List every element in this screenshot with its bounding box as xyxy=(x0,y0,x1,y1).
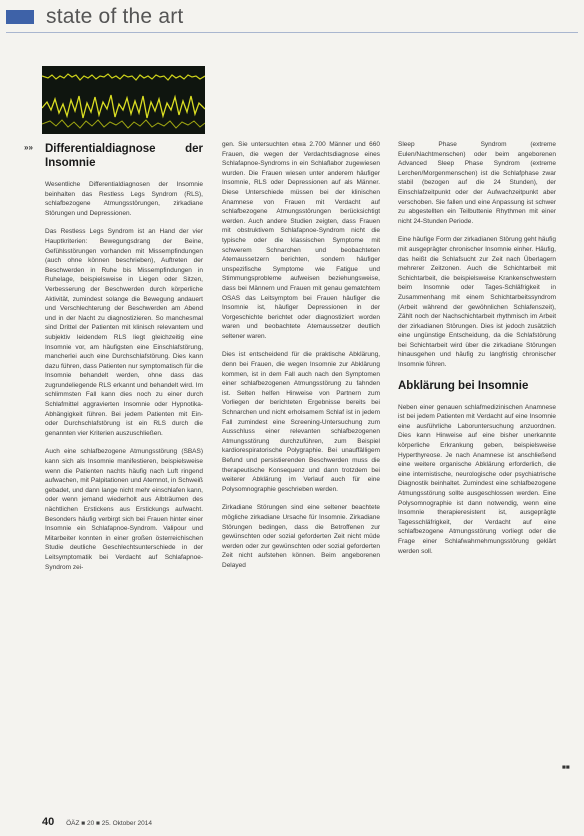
paragraph: Zirkadiane Störungen sind eine seltener beachtete mögliche zirkadiane Ursache für Insomnie. Zirkadiane Störungen bedingen, dass die Betroffenen zur gewünschten oder sozial geforderten Zeit nicht müde werden oder zur gewünschten oder sozial geforderten Zeit nicht aufstehen können. Beim angeborenen Delayed xyxy=(222,504,380,569)
text-column-2 xyxy=(222,140,380,820)
article-start-marker: »» xyxy=(24,143,33,152)
header-rule xyxy=(6,32,578,33)
paragraph: Dies ist entscheidend für die praktische Abklärung, denn bei Frauen, die wegen Insomnie zur Abklärung kommen, ist in dem Fall auch nach den Symptomen einer schlafbezogenen Atmungsstörung zu fahnden ist. Selten helfen Hinweise von Partnern zum Vorliegen der berichteten Ergebnisse bereits bei Schnarchen und nicht erholsamem Schlaf ist in jedem Fall zumindest eine Screening-Untersuchung zum Ausschluss einer relevanten schlafbezogenen Atmungsstörung durchzuführen, zum Beispiel kardiorespiratorische Polygraphie. Bei unauffälligem Befund und persistierenden Beschwerden muss die therapeutische Konsequenz und dann trotzdem bei weiterer Abklärung im Verlauf auch für eine Polysomnographie geschrieben werden. xyxy=(222,351,380,493)
paragraph: gen. Sie untersuchten etwa 2.700 Männer und 660 Frauen, die wegen der Verdachtsdiagnose eines Schlafapnoe-Syndroms in ein Schlaflabor zugewiesen wurden. Die Frauen wiesen unter anderem häufiger Insomnie, RLS oder Depressionen auf als Männer. Diese Unterschiede müssen bei der klinischen Anamnese von Frauen mit Verdacht auf schlafbezogene Atmungsstörungen berücksichtigt werden. Auch andere Studien zeigten, dass Frauen mit obstruktivem Schlafapnoe-Syndrom nicht die typische oder die klassischen Symptome mit schwerem Schnarchen und beobachteten Atemaussetzern berichten, sondern häufiger unspezifische Symptome wie Fatigue und Stimmungsprobleme aufweisen beziehungsweise, dass bei Männern und Frauen mit genau gematchtem OSAS das Leitsymptom bei Frauen häufiger die Insomnie ist, häufiger Depressionen in der Vorgeschichte berichtet oder diagnostiziert worden waren und beobachtete Atemaussetzer deutlich seltener waren. xyxy=(222,141,380,340)
article-end-marker: ■■ xyxy=(562,764,570,771)
text-column-1 xyxy=(45,140,203,820)
page-number: 40 xyxy=(42,816,55,828)
paragraph: Auch eine schlafbezogene Atmungsstörung (SBAS) kann sich als Insomnie manifestieren, beispielsweise wenn die Patienten nachts häufig nach Luft ringend aufwachen, mit Palpitationen und Atemnot, in Schweiß gebadet, und dann lange nicht mehr einschlafen kann, oder wenn jemand wiederholt aus Albträumen des nächtlichen Erstickens aus Erstickungs aufwacht. Besonders häufig verbirgt sich bei Frauen hinter einer Insomnie ein Schlafapnoe-Syndrom. Valipour und Mitarbeiter konnten in einer großen österreichischen Studie deutliche Geschlechtsunterschiede in der Leitsymptomatik bei Verdacht auf Schlafapnoe-Syndrom zei- xyxy=(45,448,203,571)
paragraph: Sleep Phase Syndrom (extreme Eulen/Nachtmenschen) oder beim angeborenen Advanced Sleep Phase Syndrom (extreme Lerchen/Morgenmenschen) ist die Schlafphase zwar stabil (bezogen auf die 24 Stunden), der Einschlafzeitpunkt oder der Aufwachzeitpunkt aber verschoben. Sie fallen und eine Anpassung ist schwer zu abgestellten ein Teilbuttenie Rhythmen mit einer nicht 24-Stunden Periode. xyxy=(398,141,556,225)
section-color-block xyxy=(6,10,34,24)
heading-differentialdiagnose: Differentialdiagnose der Insomnie xyxy=(45,143,203,169)
paragraph: Eine häufige Form der zirkadianen Störung geht häufig mit ausgeprägter chronischer Insomnie einher. Häufig, das heißt die Schlafsucht zur Zeit nach Überlagern mehrerer Zeitzonen. Auch die Schichtarbeit mit Schichtarbeit, die beispielsweise Krankenschwestern beim Insomnie oder Tages-Schläfrigkeit in Zusammenhang mit einem Schichtarbeitssyndrom (Arbeit während der gewöhnlichen Schlafenszeit), Zählt noch der Nachschichtarbeit rhythmisch im Arbeit der zirkadianen Störungen. Dies ist jedoch zusätzlich eine ungünstige Entscheidung, da die Schlafstörung bei Schichtarbeit wird über die zirkadiane Störungen hinausgehen und häufig zu langfristig chronischer Insomnie führen. xyxy=(398,236,556,369)
eeg-waveform-image xyxy=(42,66,205,134)
heading-abklaerung: Abklärung bei Insomnie xyxy=(398,379,529,392)
issue-info: ÖÄZ ■ 20 ■ 25. Oktober 2014 xyxy=(66,820,152,827)
paragraph: Das Restless Legs Syndrom ist an Hand der vier Hauptkriterien: Bewegungsdrang der Beine, Gefühlsstörungen vorhanden mit Missempfindungen (auch ohne können beschrieben), Auftreten der Beschwerden in Ruhe bis Missempfindungen in Ruhelage, beispielsweise in Liegen oder Sitzen, Verbesserung der Beschwerden durch körperliche Aktivität, zumindest solange die Bewegung andauert und Verschlechterung der Beschwerden am Abend und in der Nacht zu diagnostizieren. So manchesmal sind Drittel der Patienten mit klinisch relevantem und subjektiv leidendem RLS liegt gleichzeitig eine Insomnie vor, am häufigsten eine Einschlafstörung, mancherlei auch eine Durchschlafstörung. Dies kann dazu führen, dass Patienten nur symptomatisch für die Insomnie behandelt werden, ohne dass das zugrundeliegende RLS erkannt und behandelt wird. Im schlimmsten Fall kann dies noch zu einer durch Schlafmittel aggravierten Insomnie oder Hypnotika-Abhängigkeit führen. Bei jedem Patienten mit Ein- oder Durchschlafstörung ist ein RLS durch die genannten vier Kriterien auszuschließen. xyxy=(45,228,203,437)
text-column-3 xyxy=(398,140,556,820)
page-footer xyxy=(42,816,152,828)
paragraph: Wesentliche Differentialdiagnosen der Insomnie beinhalten das Restless Legs Syndrom (RLS), schlafbezogene Atmungsstörungen, zirkadiane Störungen und Depressionen. xyxy=(45,181,203,217)
paragraph: Neben einer genauen schlafmedizinischen Anamnese ist bei jedem Patienten mit Verdacht auf eine Insomnie eine ausführliche Laboruntersuchung anzuordnen. Dies kann Hinweise auf eine bisher unerkannte körperliche Erkrankung geben, beispielsweise Hyperthyreose. Je nach Anamnese ist anschließend eine weitere organische Abklärung erforderlich, die eine internistische, neurologische oder psychiatrische Diagnostik beinhaltet. Zumindest eine schlafbezogene Atmungsstörung sollte ausgeschlossen werden. Eine Polysomnographie ist dann notwendig, wenn eine Insomnie therapieresistent ist, ausgeprägte Tagesschläfrigkeit, der Verdacht auf eine schlafbezogene Atmungsstörung vorliegt oder die Frage einer Schlafwahrnehmungsstörung geklärt werden soll. xyxy=(398,403,556,555)
section-title: state of the art xyxy=(46,5,184,28)
